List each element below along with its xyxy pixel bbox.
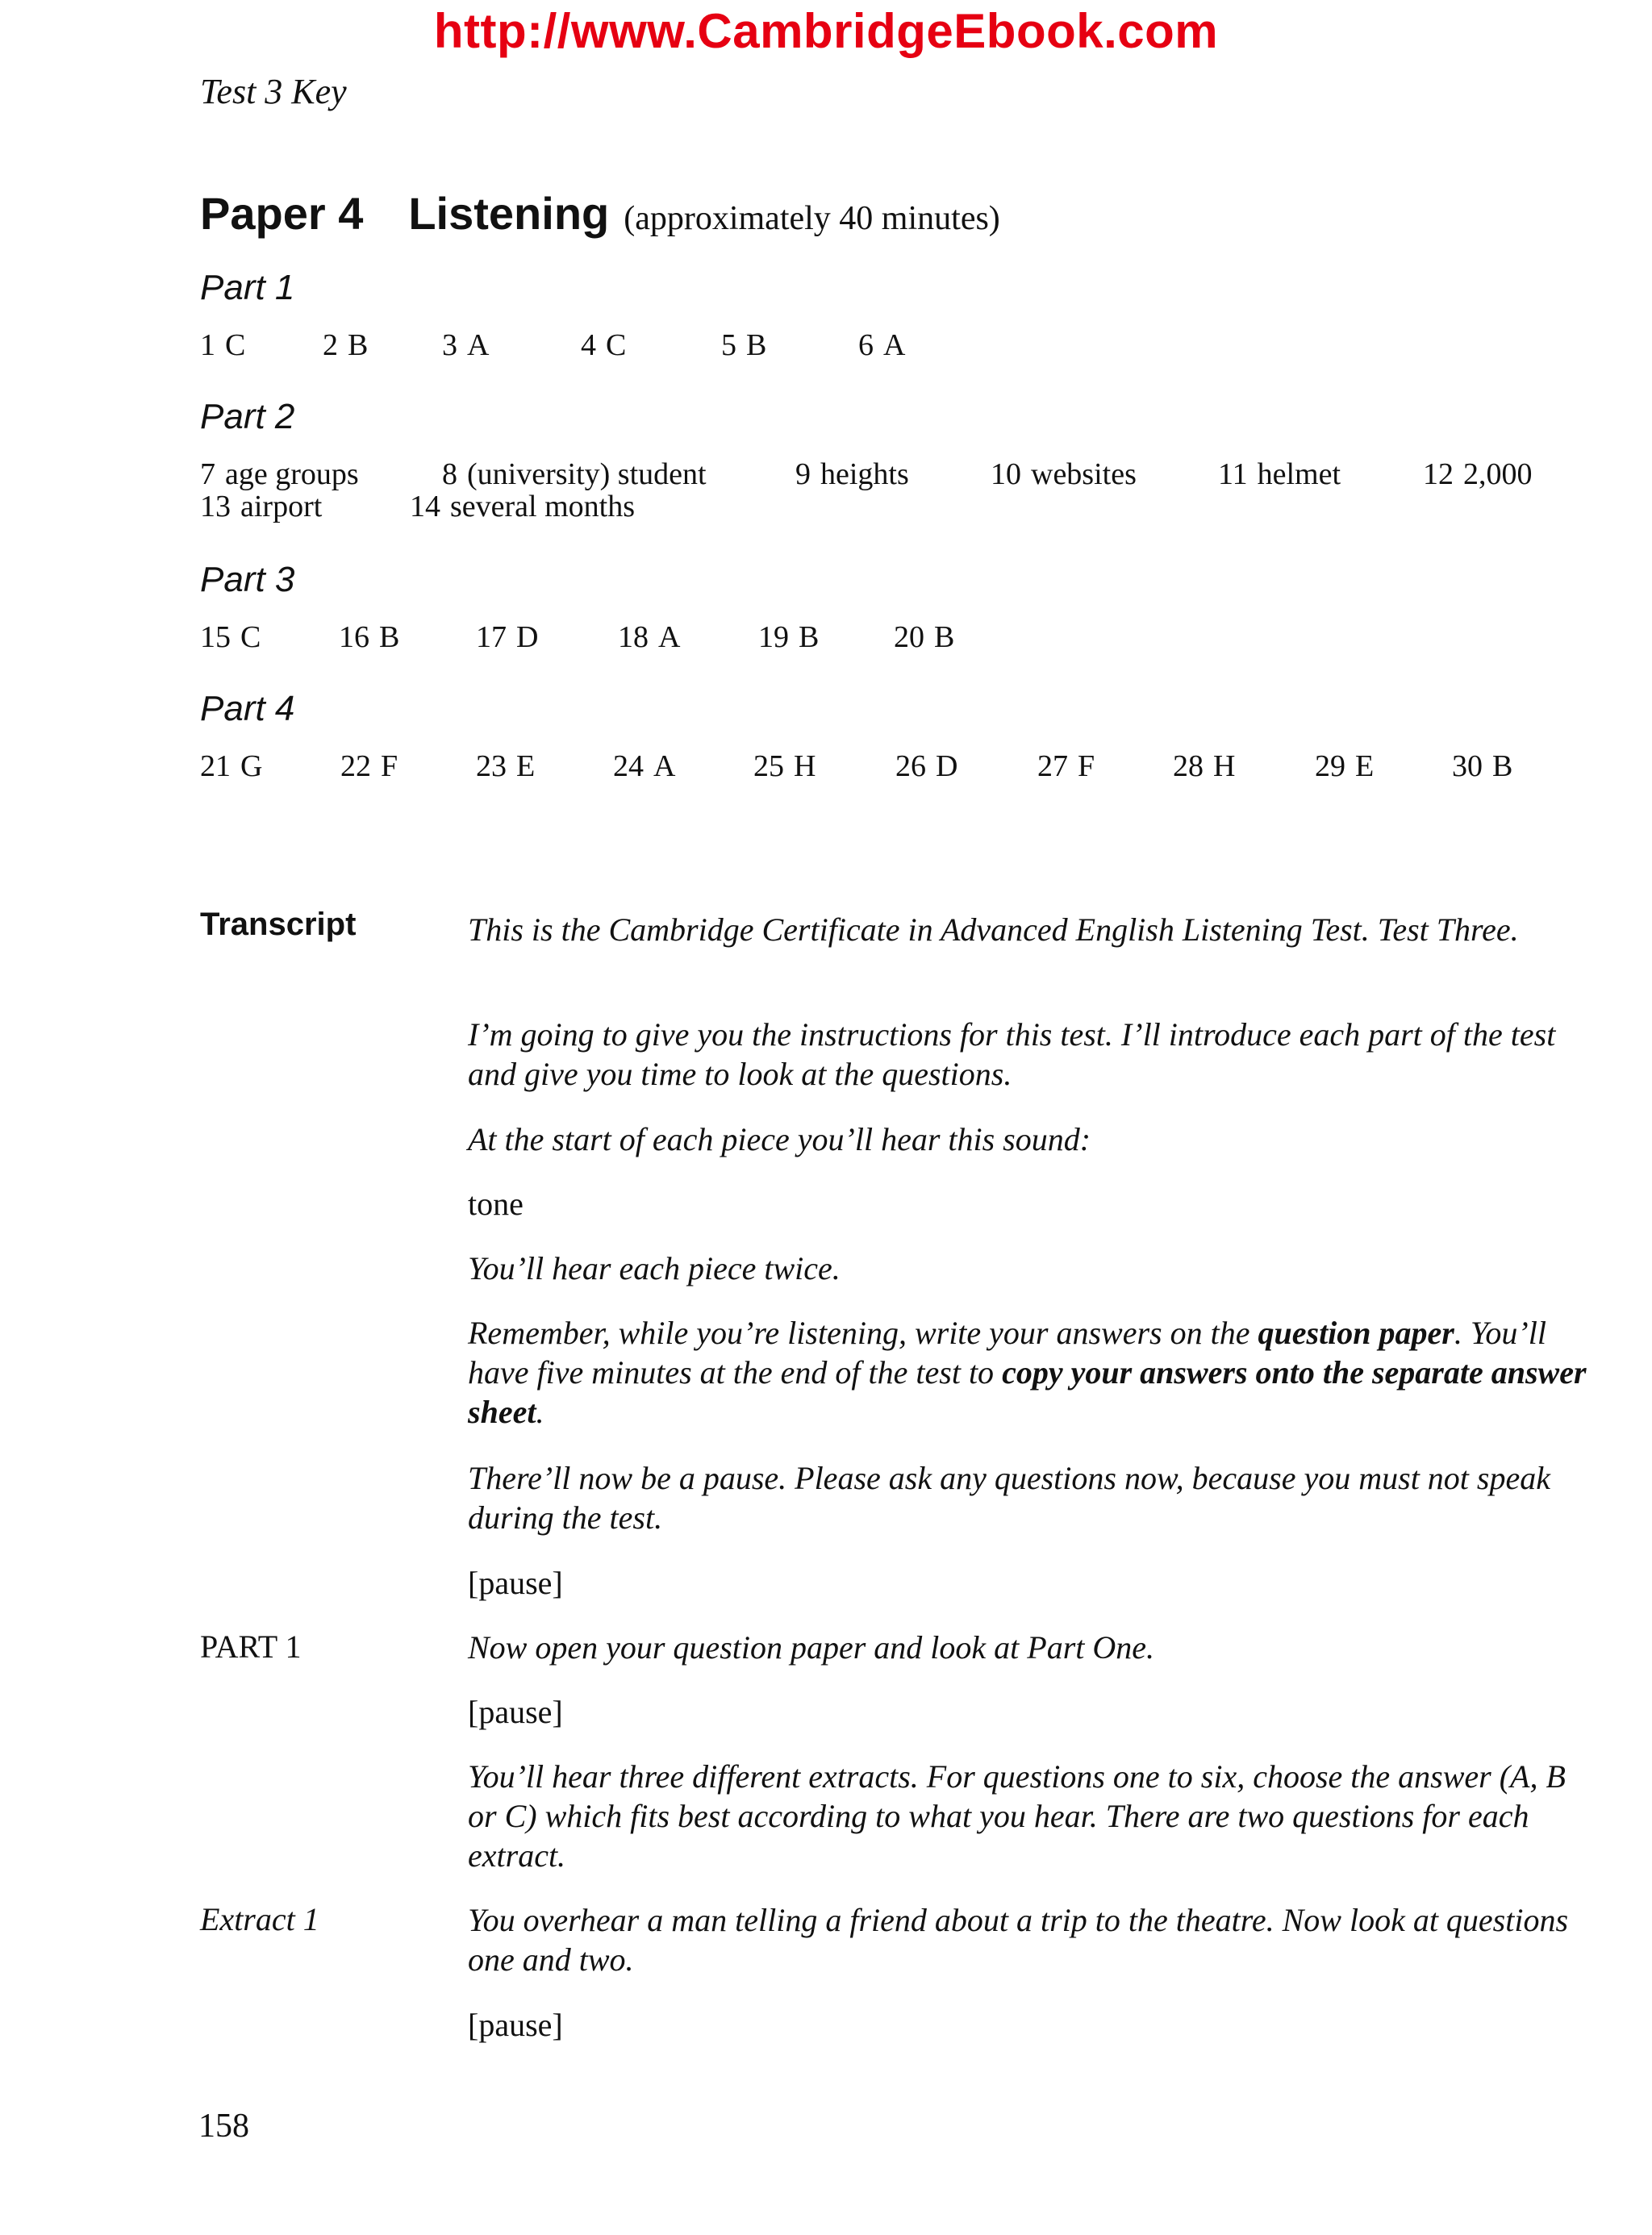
- answer-item: 22 F: [340, 749, 398, 783]
- paper-duration: (approximately 40 minutes): [624, 200, 1000, 237]
- site-url-watermark: http://www.CambridgeEbook.com: [433, 4, 1219, 58]
- answer-item: 20 B: [894, 620, 955, 654]
- part-4-heading: Part 4: [200, 689, 295, 728]
- transcript-paragraph-intro: This is the Cambridge Certificate in Advanced English Listening Test. Test Three.: [468, 911, 1519, 948]
- transcript-extract-1-label: Extract 1: [200, 1901, 319, 1937]
- answer-item: 10 websites: [991, 457, 1137, 491]
- answer-item: 24 A: [613, 749, 676, 783]
- answer-item: 2 B: [323, 328, 369, 362]
- answer-item: 19 B: [758, 620, 820, 654]
- answer-item: 18 A: [618, 620, 681, 654]
- transcript-paragraph-remember: Remember, while you’re listening, write your answers on the question paper. You’ll have five minutes at the end of the test to copy your answers onto the separate answer sheet.: [468, 1315, 1587, 1430]
- transcript-tone: tone: [468, 1186, 524, 1222]
- transcript-part-1-label: PART 1: [200, 1628, 302, 1665]
- answer-item: 3 A: [442, 328, 490, 362]
- answer-item: 6 A: [858, 328, 906, 362]
- transcript-paragraph-twice: You’ll hear each piece twice.: [468, 1250, 841, 1286]
- answer-item: 14 several months: [410, 490, 636, 523]
- answer-item: 30 B: [1452, 749, 1513, 783]
- paper-number: Paper 4: [200, 188, 364, 239]
- answer-item: 15 C: [200, 620, 261, 654]
- transcript-paragraph-three-extracts: You’ll hear three different extracts. For questions one to six, choose the answer (A, B or C) which fits best according to what you hear. There are two questions for each extract.: [468, 1758, 1566, 1874]
- transcript-paragraph-start-sound: At the start of each piece you’ll hear this sound:: [468, 1121, 1091, 1157]
- part-3-heading: Part 3: [200, 560, 295, 599]
- answer-item: 4 C: [581, 328, 627, 362]
- answer-item: 23 E: [476, 749, 536, 783]
- transcript-paragraph-extract-1: You overhear a man telling a friend about a trip to the theatre. Now look at questions one and two.: [468, 1902, 1569, 1978]
- answer-item: 16 B: [339, 620, 400, 654]
- answer-item: 27 F: [1037, 749, 1095, 783]
- answer-item: 7 age groups: [200, 457, 359, 491]
- transcript-heading: Transcript: [200, 907, 357, 942]
- answer-item: 29 E: [1315, 749, 1375, 783]
- part-2-heading: Part 2: [200, 397, 295, 436]
- transcript-paragraph-instructions: I’m going to give you the instructions for this test. I’ll introduce each part of the test and give you time to look at the questions.: [468, 1016, 1556, 1092]
- running-head: Test 3 Key: [200, 72, 347, 111]
- answer-item: 8 (university) student: [442, 457, 707, 491]
- answer-item: 5 B: [721, 328, 767, 362]
- answer-item: 28 H: [1173, 749, 1236, 783]
- answer-item: 17 D: [476, 620, 539, 654]
- paper-name: Listening: [408, 188, 610, 239]
- answer-item: 21 G: [200, 749, 263, 783]
- transcript-pause: [pause]: [468, 2007, 563, 2043]
- answer-item: 26 D: [895, 749, 958, 783]
- page-number: 158: [198, 2108, 249, 2145]
- transcript-pause: [pause]: [468, 1565, 563, 1601]
- answer-item: 13 airport: [200, 490, 323, 523]
- answer-item: 12 2,000: [1423, 457, 1533, 491]
- part-1-heading: Part 1: [200, 268, 295, 307]
- answer-item: 1 C: [200, 328, 246, 362]
- transcript-paragraph-pause-note: There’ll now be a pause. Please ask any questions now, because you must not speak during the test.: [468, 1460, 1550, 1536]
- answer-item: 25 H: [753, 749, 816, 783]
- paper-heading: [200, 187, 1000, 240]
- transcript-paragraph-open-paper: Now open your question paper and look at Part One.: [468, 1629, 1155, 1666]
- transcript-pause: [pause]: [468, 1694, 563, 1730]
- answer-item: 11 helmet: [1218, 457, 1341, 491]
- answer-item: 9 heights: [795, 457, 909, 491]
